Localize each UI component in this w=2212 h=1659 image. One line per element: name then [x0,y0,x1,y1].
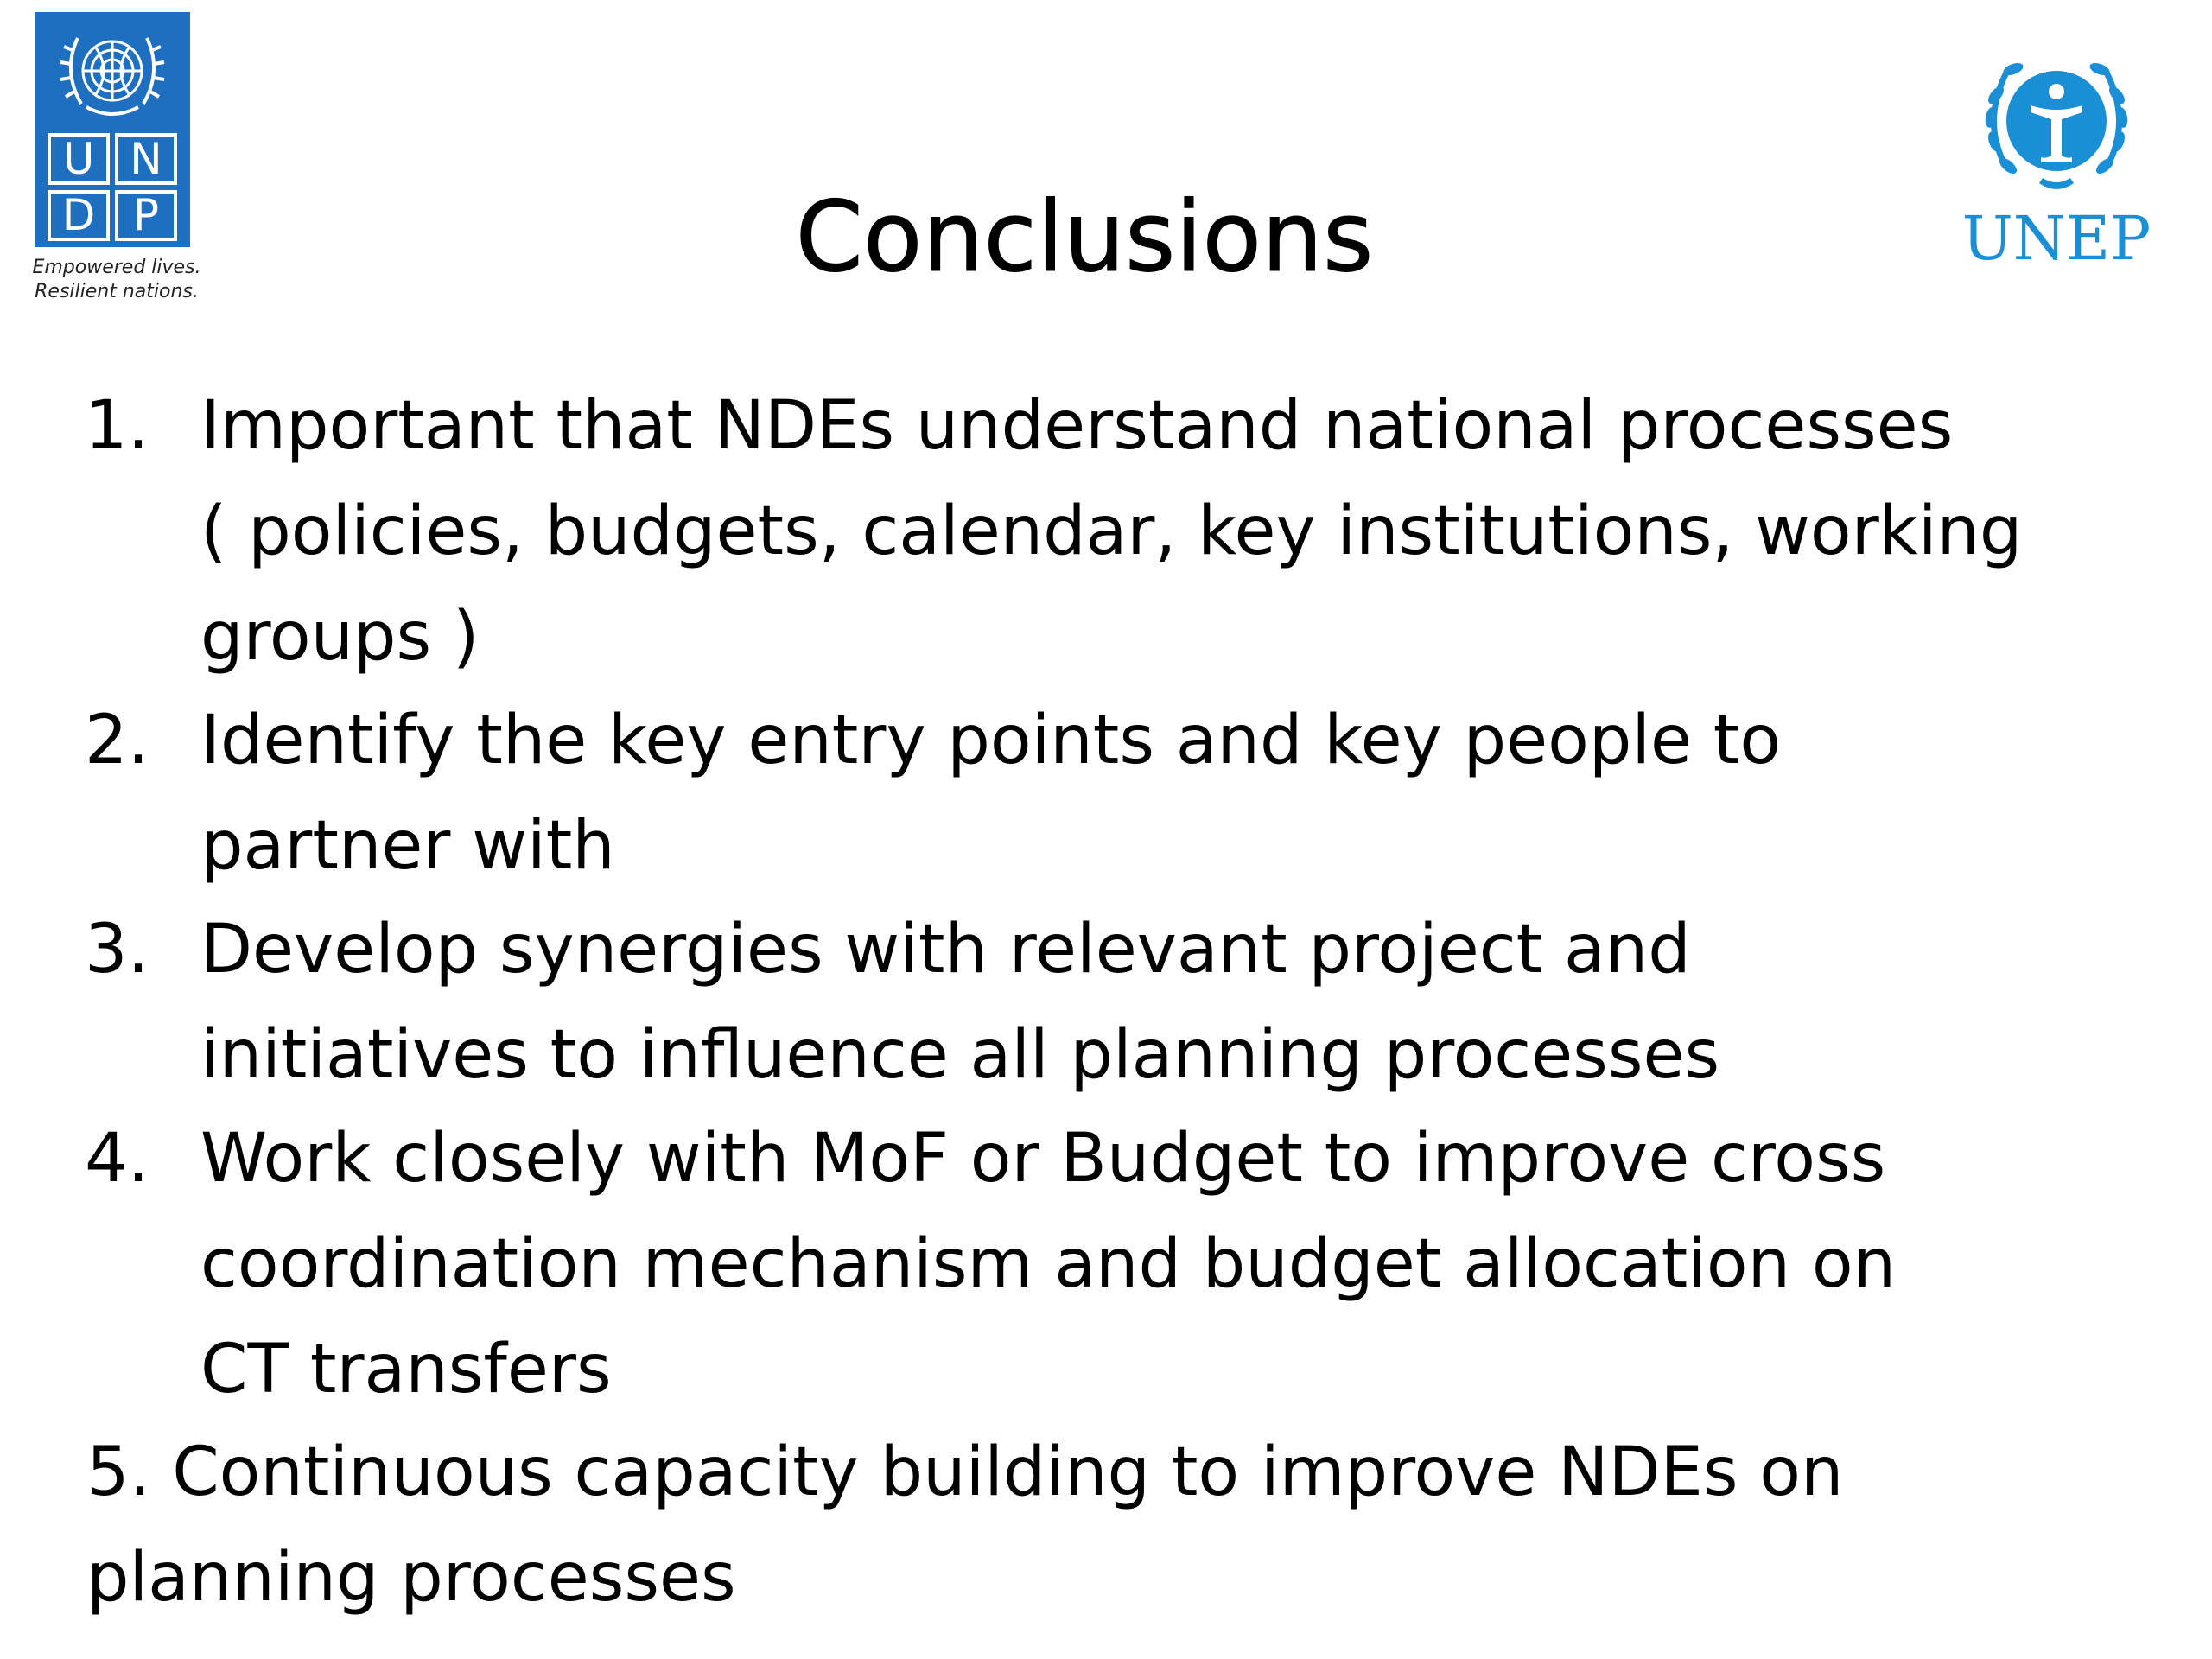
list-item-text [200,688,2188,899]
list-item-line: 5. Continuous capacity building to improve NDEs on [86,1433,1844,1511]
slide-title: Conclusions [795,181,1374,294]
list-item-line: coordination mechanism and budget allocation on [200,1225,1897,1303]
undp-tagline-line: Empowered lives. [32,257,201,278]
list-item-text [200,897,2188,1108]
undp-tagline-line: Resilient nations. [35,281,199,302]
list-item-line: initiatives to influence all planning processes [200,1016,1720,1094]
list-item-line: Identify the key entry points and key people to [200,702,1782,779]
list-item-text [86,1420,2160,1630]
list-item-line: Develop synergies with relevant project and [200,911,1691,988]
list-item-number: 1. [85,387,149,465]
list-item-text [200,1106,2188,1422]
unep-wordmark: UNEP [1961,203,2152,274]
list-item-line: Work closely with MoF or Budget to improve cross [200,1120,1886,1198]
undp-letter: U [48,133,110,185]
list-item-line: groups ) [200,598,480,676]
list-item-number: 2. [85,702,149,779]
list-item-line: ( policies, budgets, calendar, key institutions, working [200,493,2023,570]
list-item-text [200,373,2188,690]
undp-letter: N [115,133,177,185]
list-item-number: 4. [85,1120,149,1198]
list-item-line: CT transfers [200,1331,612,1408]
list-item-line: planning processes [86,1539,736,1617]
undp-letter: D [48,190,110,242]
undp-letter: P [115,190,177,242]
list-item-number: 3. [85,911,149,988]
list-item-line: Important that NDEs understand national processes [200,387,1954,465]
list-item-line: partner with [200,807,615,885]
